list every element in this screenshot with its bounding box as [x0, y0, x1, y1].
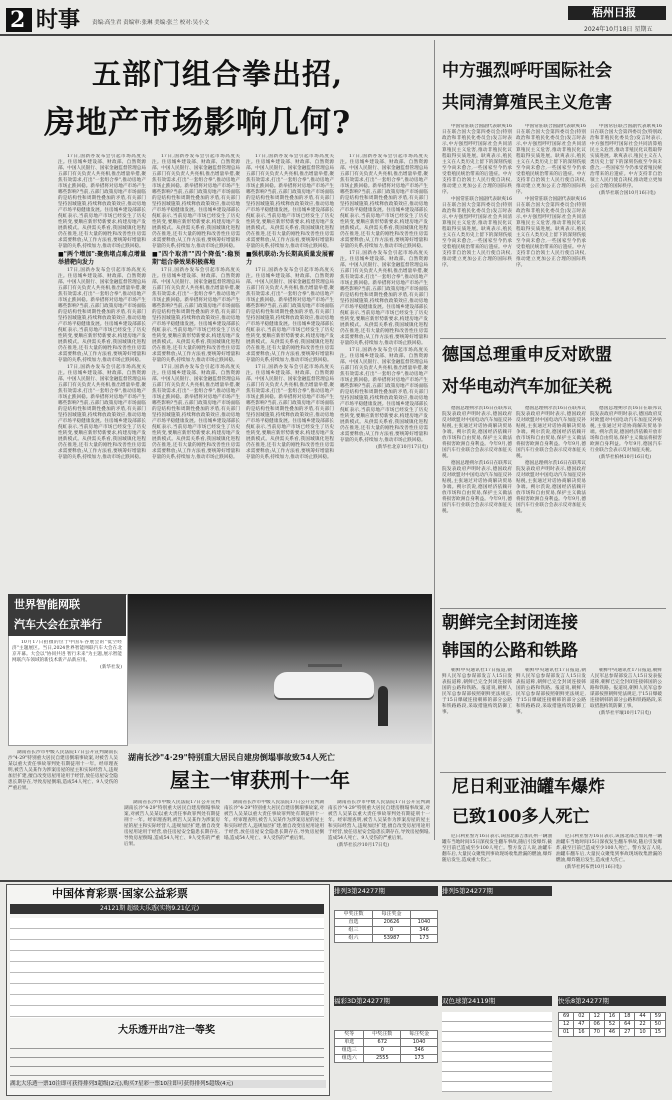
right3-headline-line1: 朝鲜完全封闭连接	[442, 613, 578, 633]
kl8-number-grid: 69 02 12 16 18 44 59 12 47 06 52 64 22 50 01 16 70 46 27 10 15	[558, 1012, 666, 1037]
pai3-title: 排列3第24277期	[334, 886, 438, 896]
right1-col3: 中国常驻联合国副代表耿爽16日在联合国大会第四委员会(特别政治和非殖民化委员会)发言时表示,中方强烈呼吁国际社会共同清算殖民主义危害,推动非殖民化议程取得实质进展。耿爽表示,殖民主义在人类历史上留下的深刻伤痕至今尚未愈合,一些国家至今仍承受着殖民统治带来的后遗症。中方支持非自治领土人民行使自决权,推动建立更加公正合理的国际秩序。 (新华社联合国10月16日电)	[590, 124, 662, 196]
lottery-subtitle: 24121期 超级大乐透(实物9.21亿元)	[100, 905, 200, 912]
mid-story-kicker: 湖南长沙"4·29"特别重大居民自建房倒塌事故致54人死亡	[128, 752, 335, 762]
right4-headline-line1: 尼日利亚油罐车爆炸	[452, 777, 605, 797]
right1-col2: 中国常驻联合国副代表耿爽16日在联合国大会第四委员会(特别政治和非殖民化委员会)发言时表示,中方强烈呼吁国际社会共同清算殖民主义危害,推动非殖民化议程取得实质进展。耿爽表示,殖民主义在人类历史上留下的深刻伤痕至今尚未愈合,一些国家至今仍承受着殖民统治带来的后遗症。中方支持非自治领土人民行使自决权,推动建立更加公正合理的国际秩序。 中国常驻联合国副代表耿爽16日在联合国大会第四委员会(特别政治和非殖民化委员会)发言时表示,中方强烈呼吁国际社会共同清算殖民主义危害,推动非殖民化议程取得实质进展。耿爽表示,殖民主义在人类历史上留下的深刻伤痕至今尚未愈合,一些国家至今仍承受着殖民统治带来的后遗症。中方支持非自治领土人民行使自决权,推动建立更加公正合理的国际秩序。	[516, 124, 586, 268]
paper-name: 梧州日报	[592, 6, 636, 19]
photo-story-title-line1: 世界智能网联	[14, 598, 80, 611]
mid-story-col2: 湖南省长沙市中级人民法院17日公开宣判湖南长沙"4·29"特别重大居民自建房倒塌事故案,对被告人吴某以重大责任事故罪判处有期徒刑十一年。经审理查明,被告人吴某作为涉案房屋的屋主和实际经营人,违规加层扩建,擅自改变房屋用途用于经营,放任房屋安全隐患长期存在,导致房屋倒塌,造成54人死亡、9人受伤的严重后果。	[124, 800, 220, 847]
staff-credits: 责编:高生君 责编审:张琳 美编:张兰 校对:吴小文	[92, 20, 210, 26]
main-story-col2: 17日,国新办发布会引起市场高度关注。住房城乡建设部、财政部、自然资源部、中国人民银行、国家金融监督管理总局五部门有关负责人共亮相,推出增量举措,聚焦有效需求,打出"一套组合拳",推动房地产市场止跌回稳。新举措将对房地产市场产生哪些影响?当前,五部门政策房地产市场面临的是结构性和周期性叠加的矛盾,有关部门坚持因城施策,持续释放政策效应,推动房地产市场平稳健康发展。住房城乡建设部部长倪虹表示,当前房地产市场已经发生了历史性转变,要顺应新形势新要求,构建房地产发展新模式。从供需关系看,我国城镇化进程仍在推进,还有大量的刚性和改善性住房需求需要释放;从工作方法看,要统筹好增量和存量的关系,持续加力,推动市场止跌回稳。 ■"四个取消""四个降低":稳预期"组合拳效果积极落地 17日,国新办发布会引起市场高度关注。住房城乡建设部、财政部、自然资源部、中国人民银行、国家金融监督管理总局五部门有关负责人共亮相,推出增量举措,聚焦有效需求,打出"一套组合拳",推动房地产市场止跌回稳。新举措将对房地产市场产生哪些影响?当前,五部门政策房地产市场面临的是结构性和周期性叠加的矛盾,有关部门坚持因城施策,持续释放政策效应,推动房地产市场平稳健康发展。住房城乡建设部部长倪虹表示,当前房地产市场已经发生了历史性转变,要顺应新形势新要求,构建房地产发展新模式。从供需关系看,我国城镇化进程仍在推进,还有大量的刚性和改善性住房需求需要释放;从工作方法看,要统筹好增量和存量的关系,持续加力,推动市场止跌回稳。 17日,国新办发布会引起市场高度关注。住房城乡建设部、财政部、自然资源部、中国人民银行、国家金融监督管理总局五部门有关负责人共亮相,推出增量举措,聚焦有效需求,打出"一套组合拳",推动房地产市场止跌回稳。新举措将对房地产市场产生哪些影响?当前,五部门政策房地产市场面临的是结构性和周期性叠加的矛盾,有关部门坚持因城施策,持续释放政策效应,推动房地产市场平稳健康发展。住房城乡建设部部长倪虹表示,当前房地产市场已经发生了历史性转变,要顺应新形势新要求,构建房地产发展新模式。从供需关系看,我国城镇化进程仍在推进,还有大量的刚性和改善性住房需求需要释放;从工作方法看,要统筹好增量和存量的关系,持续加力,推动市场止跌回稳。	[152, 154, 240, 460]
section-title: 时事	[36, 7, 81, 33]
ssq-table-lines	[442, 1012, 552, 1092]
right4-headline-line2: 已致100多人死亡	[452, 807, 590, 827]
photo-flying-car	[274, 672, 374, 698]
fc3d-table: 奖等 中奖注数 每注奖金 单选 672 1040 组选三 0 346 组选六 2555 173	[334, 1030, 438, 1063]
lottery-title: 中国体育彩票·国家公益彩票	[52, 887, 188, 900]
photo-visitor	[378, 686, 388, 726]
right4-col2: 尼日利亚警方16日表示,该国北部吉加瓦州一辆油罐车当地时间15日深夜发生翻车事故,随后引发爆炸,截至目前已造成至少100人死亡。警方发言人说,油罐车翻车后,大量民众聚集到事故现场收集泄漏的燃油,爆炸随后发生,造成重大伤亡。 (新华社阿布贾10月16日电)	[556, 834, 662, 870]
photo-story-title-line2: 汽车大会在京举行	[14, 618, 102, 631]
photo-rotor	[308, 664, 342, 667]
issue-date: 2024年10月18日 星期五	[584, 26, 653, 33]
right3-headline-line2: 韩国的公路和铁路	[442, 641, 578, 661]
right1-headline-line1: 中方强烈呼吁国际社会	[442, 61, 612, 81]
right3-col1: 朝鲜中央通讯社17日报道,朝鲜人民军总参谋部发言人15日发表报道称,朝鲜已完全封闭连接韩国的公路和铁路。报道说,朝鲜人民军总参谋部按照朝鲜宪法规定,于15日爆破连接朝韩的部分公路和铁路路段,采取措施构筑防御工事。	[442, 668, 512, 715]
exhibition-photo	[128, 594, 432, 744]
mid-story-col1: 湖南省长沙市中级人民法院17日公开宣判湖南长沙"4·29"特别重大居民自建房倒塌事故案,对被告人吴某以重大责任事故罪判处有期徒刑十一年。经审理查明,被告人吴某作为涉案房屋的屋主和实际经营人,违规加层扩建,擅自改变房屋用途用于经营,放任房屋安全隐患长期存在,导致房屋倒塌,造成54人死亡、9人受伤的严重后果。	[8, 750, 118, 791]
fc3d-title: 福彩3D第24277期	[334, 996, 438, 1006]
main-story-col1: 17日,国新办发布会引起市场高度关注。住房城乡建设部、财政部、自然资源部、中国人民银行、国家金融监督管理总局五部门有关负责人共亮相,推出增量举措,聚焦有效需求,打出"一套组合拳",推动房地产市场止跌回稳。新举措将对房地产市场产生哪些影响?当前,五部门政策房地产市场面临的是结构性和周期性叠加的矛盾,有关部门坚持因城施策,持续释放政策效应,推动房地产市场平稳健康发展。住房城乡建设部部长倪虹表示,当前房地产市场已经发生了历史性转变,要顺应新形势新要求,构建房地产发展新模式。从供需关系看,我国城镇化进程仍在推进,还有大量的刚性和改善性住房需求需要释放;从工作方法看,要统筹好增量和存量的关系,持续加力,推动市场止跌回稳。 ■"两个增加":聚焦堵点难点增量举措靶向发力 17日,国新办发布会引起市场高度关注。住房城乡建设部、财政部、自然资源部、中国人民银行、国家金融监督管理总局五部门有关负责人共亮相,推出增量举措,聚焦有效需求,打出"一套组合拳",推动房地产市场止跌回稳。新举措将对房地产市场产生哪些影响?当前,五部门政策房地产市场面临的是结构性和周期性叠加的矛盾,有关部门坚持因城施策,持续释放政策效应,推动房地产市场平稳健康发展。住房城乡建设部部长倪虹表示,当前房地产市场已经发生了历史性转变,要顺应新形势新要求,构建房地产发展新模式。从供需关系看,我国城镇化进程仍在推进,还有大量的刚性和改善性住房需求需要释放;从工作方法看,要统筹好增量和存量的关系,持续加力,推动市场止跌回稳。 17日,国新办发布会引起市场高度关注。住房城乡建设部、财政部、自然资源部、中国人民银行、国家金融监督管理总局五部门有关负责人共亮相,推出增量举措,聚焦有效需求,打出"一套组合拳",推动房地产市场止跌回稳。新举措将对房地产市场产生哪些影响?当前,五部门政策房地产市场面临的是结构性和周期性叠加的矛盾,有关部门坚持因城施策,持续释放政策效应,推动房地产市场平稳健康发展。住房城乡建设部部长倪虹表示,当前房地产市场已经发生了历史性转变,要顺应新形势新要求,构建房地产发展新模式。从供需关系看,我国城镇化进程仍在推进,还有大量的刚性和改善性住房需求需要释放;从工作方法看,要统筹好增量和存量的关系,持续加力,推动市场止跌回稳。	[58, 154, 146, 460]
pai3-table: 中奖注数 每注奖金 直选 20626 1040 组三 0 346 组六 53987 173	[334, 910, 438, 943]
mid-story-headline: 屋主一审获刑十一年	[170, 768, 350, 792]
mid-story-col4: 湖南省长沙市中级人民法院17日公开宣判湖南长沙"4·29"特别重大居民自建房倒塌事故案,对被告人吴某以重大责任事故罪判处有期徒刑十一年。经审理查明,被告人吴某作为涉案房屋的屋主和实际经营人,违规加层扩建,擅自改变房屋用途用于经营,放任房屋安全隐患长期存在,导致房屋倒塌,造成54人死亡、9人受伤的严重后果。 (新华社长沙10月17日电)	[328, 800, 430, 848]
right3-col3: 朝鲜中央通讯社17日报道,朝鲜人民军总参谋部发言人15日发表报道称,朝鲜已完全封闭连接韩国的公路和铁路。报道说,朝鲜人民军总参谋部按照朝鲜宪法规定,于15日爆破连接朝韩的部分公路和铁路路段,采取措施构筑防御工事。 (新华社平壤10月17日电)	[590, 668, 662, 716]
daletou-title: 大乐透开出7注一等奖	[118, 1025, 215, 1036]
right4-col1: 尼日利亚警方16日表示,该国北部吉加瓦州一辆油罐车当地时间15日深夜发生翻车事故,随后引发爆炸,截至目前已造成至少100人死亡。警方发言人说,油罐车翻车后,大量民众聚集到事故现场收集泄漏的燃油,爆炸随后发生,造成重大伤亡。	[442, 834, 552, 863]
kl8-title: 快乐8第24277期	[558, 996, 666, 1006]
main-story-col4: 17日,国新办发布会引起市场高度关注。住房城乡建设部、财政部、自然资源部、中国人民银行、国家金融监督管理总局五部门有关负责人共亮相,推出增量举措,聚焦有效需求,打出"一套组合拳",推动房地产市场止跌回稳。新举措将对房地产市场产生哪些影响?当前,五部门政策房地产市场面临的是结构性和周期性叠加的矛盾,有关部门坚持因城施策,持续释放政策效应,推动房地产市场平稳健康发展。住房城乡建设部部长倪虹表示,当前房地产市场已经发生了历史性转变,要顺应新形势新要求,构建房地产发展新模式。从供需关系看,我国城镇化进程仍在推进,还有大量的刚性和改善性住房需求需要释放;从工作方法看,要统筹好增量和存量的关系,持续加力,推动市场止跌回稳。 17日,国新办发布会引起市场高度关注。住房城乡建设部、财政部、自然资源部、中国人民银行、国家金融监督管理总局五部门有关负责人共亮相,推出增量举措,聚焦有效需求,打出"一套组合拳",推动房地产市场止跌回稳。新举措将对房地产市场产生哪些影响?当前,五部门政策房地产市场面临的是结构性和周期性叠加的矛盾,有关部门坚持因城施策,持续释放政策效应,推动房地产市场平稳健康发展。住房城乡建设部部长倪虹表示,当前房地产市场已经发生了历史性转变,要顺应新形势新要求,构建房地产发展新模式。从供需关系看,我国城镇化进程仍在推进,还有大量的刚性和改善性住房需求需要释放;从工作方法看,要统筹好增量和存量的关系,持续加力,推动市场止跌回稳。 17日,国新办发布会引起市场高度关注。住房城乡建设部、财政部、自然资源部、中国人民银行、国家金融监督管理总局五部门有关负责人共亮相,推出增量举措,聚焦有效需求,打出"一套组合拳",推动房地产市场止跌回稳。新举措将对房地产市场产生哪些影响?当前,五部门政策房地产市场面临的是结构性和周期性叠加的矛盾,有关部门坚持因城施策,持续释放政策效应,推动房地产市场平稳健康发展。住房城乡建设部部长倪虹表示,当前房地产市场已经发生了历史性转变,要顺应新形势新要求,构建房地产发展新模式。从供需关系看,我国城镇化进程仍在推进,还有大量的刚性和改善性住房需求需要释放;从工作方法看,要统筹好增量和存量的关系,持续加力,推动市场止跌回稳。 (新华社北京10月17日电)	[340, 154, 428, 450]
photo-story-caption: 10月17日拍摄的位于中国车谷展会的"低空经济"主题展区。当日,2024世界智能网联汽车大会在北京开幕。大会以"协同共进 智行未来"为主题,展示智能网联汽车领域的新技术新产品新应用。 (新华社发)	[12, 640, 122, 670]
mid-story-col3: 湖南省长沙市中级人民法院17日公开宣判湖南长沙"4·29"特别重大居民自建房倒塌事故案,对被告人吴某以重大责任事故罪判处有期徒刑十一年。经审理查明,被告人吴某作为涉案房屋的屋主和实际经营人,违规加层扩建,擅自改变房屋用途用于经营,放任房屋安全隐患长期存在,导致房屋倒塌,造成54人死亡、9人受伤的严重后果。	[224, 800, 324, 841]
ssq-title: 双色球第24119期	[442, 996, 552, 1006]
lottery-footer: 湖北大乐透一票10注即可获得排列3超级(2元),购买7星彩一票10注即可获得排列5超级(4元)	[10, 1080, 326, 1088]
right2-col2: 德国总理朔尔茨16日在联邦议院发表政府声明时表示,德国政府反对欧盟对中国电动汽车加征反补贴税,主张通过对话协商解决贸易争端。朔尔茨说,德国经济依赖开放市场和自由贸易,保护主义做法将损害欧洲自身利益。今年9月,德国汽车行业联合会表示反对加征关税。 德国总理朔尔茨16日在联邦议院发表政府声明时表示,德国政府反对欧盟对中国电动汽车加征反补贴税,主张通过对话协商解决贸易争端。朔尔茨说,德国经济依赖开放市场和自由贸易,保护主义做法将损害欧洲自身利益。今年9月,德国汽车行业联合会表示反对加征关税。	[516, 406, 586, 514]
lottery-detail-lines	[10, 1040, 324, 1076]
main-headline-line1: 五部门组合拳出招,	[92, 57, 344, 91]
right1-headline-line2: 共同清算殖民主义危害	[442, 93, 612, 113]
page-header	[0, 0, 672, 36]
lottery-grid-lines	[10, 918, 324, 1018]
right3-col2: 朝鲜中央通讯社17日报道,朝鲜人民军总参谋部发言人15日发表报道称,朝鲜已完全封闭连接韩国的公路和铁路。报道说,朝鲜人民军总参谋部按照朝鲜宪法规定,于15日爆破连接朝韩的部分公路和铁路路段,采取措施构筑防御工事。	[516, 668, 586, 715]
page-number: 2	[10, 7, 26, 33]
right2-headline-line1: 德国总理重申反对欧盟	[442, 345, 612, 365]
right2-col1: 德国总理朔尔茨16日在联邦议院发表政府声明时表示,德国政府反对欧盟对中国电动汽车加征反补贴税,主张通过对话协商解决贸易争端。朔尔茨说,德国经济依赖开放市场和自由贸易,保护主义做法将损害欧洲自身利益。今年9月,德国汽车行业联合会表示反对加征关税。 德国总理朔尔茨16日在联邦议院发表政府声明时表示,德国政府反对欧盟对中国电动汽车加征反补贴税,主张通过对话协商解决贸易争端。朔尔茨说,德国经济依赖开放市场和自由贸易,保护主义做法将损害欧洲自身利益。今年9月,德国汽车行业联合会表示反对加征关税。	[442, 406, 512, 514]
main-story-col3: 17日,国新办发布会引起市场高度关注。住房城乡建设部、财政部、自然资源部、中国人民银行、国家金融监督管理总局五部门有关负责人共亮相,推出增量举措,聚焦有效需求,打出"一套组合拳",推动房地产市场止跌回稳。新举措将对房地产市场产生哪些影响?当前,五部门政策房地产市场面临的是结构性和周期性叠加的矛盾,有关部门坚持因城施策,持续释放政策效应,推动房地产市场平稳健康发展。住房城乡建设部部长倪虹表示,当前房地产市场已经发生了历史性转变,要顺应新形势新要求,构建房地产发展新模式。从供需关系看,我国城镇化进程仍在推进,还有大量的刚性和改善性住房需求需要释放;从工作方法看,要统筹好增量和存量的关系,持续加力,推动市场止跌回稳。 ■强机联动:为长期高质量发展蓄力 17日,国新办发布会引起市场高度关注。住房城乡建设部、财政部、自然资源部、中国人民银行、国家金融监督管理总局五部门有关负责人共亮相,推出增量举措,聚焦有效需求,打出"一套组合拳",推动房地产市场止跌回稳。新举措将对房地产市场产生哪些影响?当前,五部门政策房地产市场面临的是结构性和周期性叠加的矛盾,有关部门坚持因城施策,持续释放政策效应,推动房地产市场平稳健康发展。住房城乡建设部部长倪虹表示,当前房地产市场已经发生了历史性转变,要顺应新形势新要求,构建房地产发展新模式。从供需关系看,我国城镇化进程仍在推进,还有大量的刚性和改善性住房需求需要释放;从工作方法看,要统筹好增量和存量的关系,持续加力,推动市场止跌回稳。 17日,国新办发布会引起市场高度关注。住房城乡建设部、财政部、自然资源部、中国人民银行、国家金融监督管理总局五部门有关负责人共亮相,推出增量举措,聚焦有效需求,打出"一套组合拳",推动房地产市场止跌回稳。新举措将对房地产市场产生哪些影响?当前,五部门政策房地产市场面临的是结构性和周期性叠加的矛盾,有关部门坚持因城施策,持续释放政策效应,推动房地产市场平稳健康发展。住房城乡建设部部长倪虹表示,当前房地产市场已经发生了历史性转变,要顺应新形势新要求,构建房地产发展新模式。从供需关系看,我国城镇化进程仍在推进,还有大量的刚性和改善性住房需求需要释放;从工作方法看,要统筹好增量和存量的关系,持续加力,推动市场止跌回稳。	[246, 154, 334, 460]
main-headline-line2: 房地产市场影响几何?	[44, 105, 352, 141]
right2-col3: 德国总理朔尔茨16日在联邦议院发表政府声明时表示,德国政府反对欧盟对中国电动汽车加征反补贴税,主张通过对话协商解决贸易争端。朔尔茨说,德国经济依赖开放市场和自由贸易,保护主义做法将损害欧洲自身利益。今年9月,德国汽车行业联合会表示反对加征关税。 (新华社柏林10月16日电)	[590, 406, 662, 460]
right2-headline-line2: 对华电动汽车加征关税	[442, 377, 612, 397]
right1-col1: 中国常驻联合国副代表耿爽16日在联合国大会第四委员会(特别政治和非殖民化委员会)发言时表示,中方强烈呼吁国际社会共同清算殖民主义危害,推动非殖民化议程取得实质进展。耿爽表示,殖民主义在人类历史上留下的深刻伤痕至今尚未愈合,一些国家至今仍承受着殖民统治带来的后遗症。中方支持非自治领土人民行使自决权,推动建立更加公正合理的国际秩序。 中国常驻联合国副代表耿爽16日在联合国大会第四委员会(特别政治和非殖民化委员会)发言时表示,中方强烈呼吁国际社会共同清算殖民主义危害,推动非殖民化议程取得实质进展。耿爽表示,殖民主义在人类历史上留下的深刻伤痕至今尚未愈合,一些国家至今仍承受着殖民统治带来的后遗症。中方支持非自治领土人民行使自决权,推动建立更加公正合理的国际秩序。	[442, 124, 512, 268]
pai5-title: 排列5第24277期	[442, 886, 552, 896]
